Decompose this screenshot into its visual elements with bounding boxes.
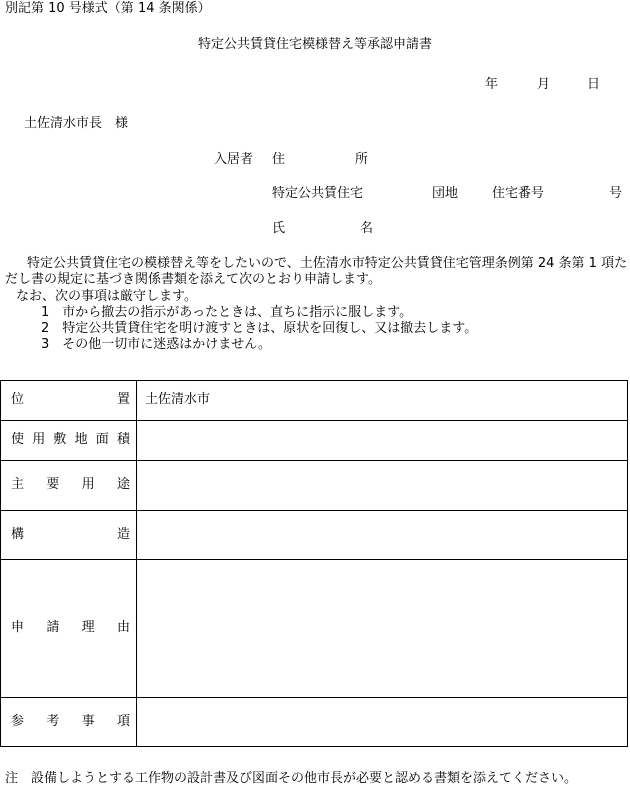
- notice-item: 2 特定公共賃貸住宅を明け渡すときは、原状を回復し、又は撤去します。: [41, 321, 478, 336]
- date-day-label: 日: [587, 77, 601, 92]
- value-main-use[interactable]: [137, 461, 628, 511]
- application-table: [0, 380, 628, 747]
- name-label: 氏: [272, 221, 286, 236]
- label-reason: 申 請 理 由: [1, 560, 137, 698]
- table-row: [1, 560, 628, 698]
- table-row: [1, 421, 628, 461]
- name-label-suffix: 名: [360, 221, 374, 236]
- table-row: [1, 461, 628, 511]
- label-site-area: 使 用 敷 地 面 積: [1, 421, 137, 461]
- date-year-label: 年: [485, 77, 499, 92]
- label-structure: 構 造: [1, 511, 137, 560]
- value-location[interactable]: 土佐清水市: [137, 381, 628, 421]
- number-suffix-label: 号: [609, 186, 623, 201]
- table-row: [1, 698, 628, 747]
- address-label: 住: [272, 152, 286, 167]
- danchi-label: 団地: [432, 186, 459, 201]
- notice-item: 1 市から撤去の指示があったときは、直ちに指示に服します。: [41, 304, 413, 320]
- label-reference: 参 考 事 項: [1, 698, 137, 747]
- value-site-area[interactable]: [137, 421, 628, 461]
- label-location: 位 置: [1, 381, 137, 421]
- value-structure[interactable]: [137, 511, 628, 560]
- form-number-label: 別記第 10 号様式（第 14 条関係）: [5, 1, 211, 16]
- date-month-label: 月: [537, 77, 551, 92]
- application-body: [5, 256, 630, 354]
- value-reference[interactable]: [137, 698, 628, 747]
- table-row: [1, 381, 628, 421]
- value-reason[interactable]: [137, 560, 628, 698]
- label-main-use: 主 要 用 途: [1, 461, 137, 511]
- table-row: [1, 511, 628, 560]
- page-title: 特定公共賃貸住宅模様替え等承認申請書: [197, 37, 432, 52]
- applicant-role-label: 入居者: [214, 152, 254, 167]
- footnote: 注 設備しようとする工作物の設計書及び図面その他市長が必要と認める書類を添えてください。: [5, 771, 578, 786]
- notice-line: なお、次の事項は厳守します。: [16, 288, 197, 304]
- application-paragraph: 特定公共賃貸住宅の模様替え等をしたいので、土佐清水市特定公共賃貸住宅管理条例第 24 条第 1 項ただし書の規定に基づき関係書類を添えて次のとおり申請します。: [5, 256, 628, 288]
- housing-label: 特定公共賃住宅: [272, 186, 364, 201]
- housing-number-label: 住宅番号: [492, 186, 545, 201]
- notice-item: 3 その他一切市に迷惑はかけません。: [41, 337, 272, 353]
- address-label-suffix: 所: [355, 152, 369, 167]
- addressee: 土佐清水市長 様: [24, 116, 129, 131]
